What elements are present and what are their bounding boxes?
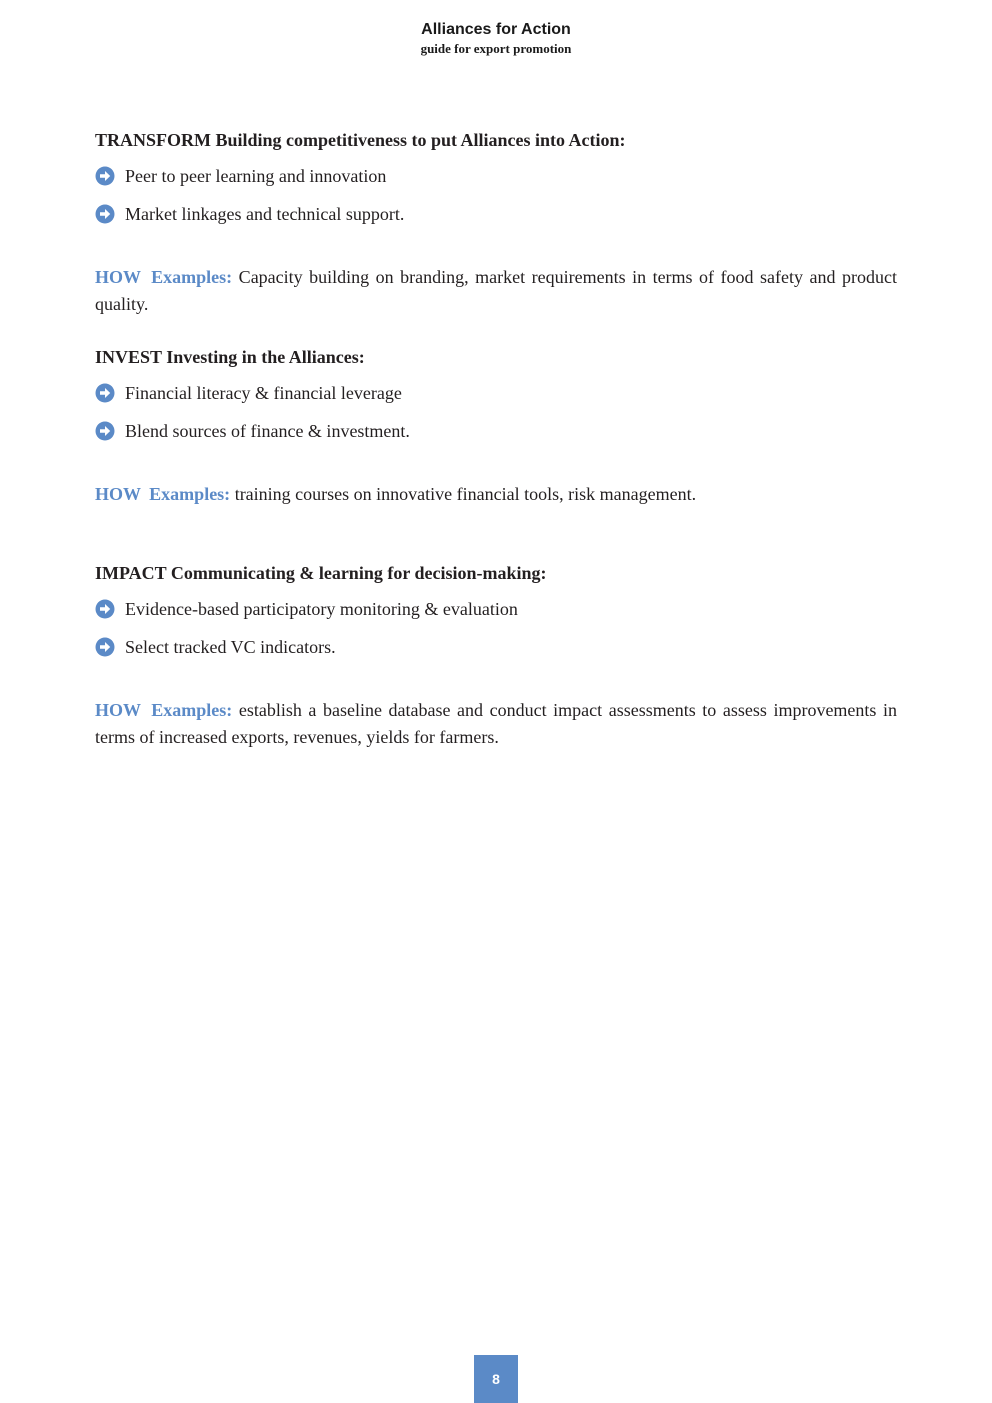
- header-subtitle: guide for export promotion: [420, 41, 572, 56]
- how-examples-paragraph: [95, 264, 897, 318]
- how-examples-label: HOW Examples:: [95, 267, 233, 287]
- section-invest: [95, 344, 897, 508]
- bullet-item: [95, 628, 897, 666]
- arrow-circle-right-icon: [95, 421, 115, 441]
- bullet-item: [95, 195, 897, 233]
- how-examples-paragraph: [95, 697, 897, 751]
- bullet-list: [95, 157, 897, 233]
- how-examples-text: establish a baseline database and conduct impact assessments to assess improvements in terms of increased exports, revenues, yields for farmers.: [95, 700, 898, 747]
- page-content: [95, 127, 897, 751]
- how-examples-label: HOW Examples:: [95, 700, 233, 720]
- section-heading: INVEST Investing in the Alliances:: [95, 347, 365, 367]
- bullet-text: Peer to peer learning and innovation: [125, 165, 387, 186]
- bullet-list: [95, 374, 897, 450]
- bullet-item: [95, 157, 897, 195]
- bullet-item: [95, 412, 897, 450]
- bullet-item: [95, 590, 897, 628]
- section-heading: TRANSFORM Building competitiveness to put Alliances into Action:: [95, 130, 626, 150]
- section-heading: IMPACT Communicating & learning for decision-making:: [95, 563, 547, 583]
- arrow-circle-right-icon: [95, 204, 115, 224]
- section-transform: [95, 127, 897, 318]
- arrow-circle-right-icon: [95, 383, 115, 403]
- page-number-text: 8: [492, 1371, 500, 1387]
- bullet-list: [95, 590, 897, 666]
- page-number: [474, 1355, 518, 1403]
- page-header: [0, 19, 992, 57]
- bullet-item: [95, 374, 897, 412]
- bullet-text: Evidence-based participatory monitoring & evaluation: [125, 598, 518, 619]
- bullet-text: Blend sources of finance & investment.: [125, 420, 410, 441]
- bullet-text: Market linkages and technical support.: [125, 203, 405, 224]
- arrow-circle-right-icon: [95, 166, 115, 186]
- how-examples-text: Capacity building on branding, market requirements in terms of food safety and product quality.: [95, 267, 897, 314]
- header-title: Alliances for Action: [421, 21, 571, 38]
- arrow-circle-right-icon: [95, 599, 115, 619]
- arrow-circle-right-icon: [95, 637, 115, 657]
- how-examples-paragraph: [95, 481, 897, 508]
- how-examples-text: training courses on innovative financial tools, risk management.: [230, 484, 697, 504]
- bullet-text: Financial literacy & financial leverage: [125, 382, 402, 403]
- section-impact: [95, 560, 897, 751]
- bullet-text: Select tracked VC indicators.: [125, 636, 336, 657]
- how-examples-label: HOW Examples:: [95, 484, 231, 504]
